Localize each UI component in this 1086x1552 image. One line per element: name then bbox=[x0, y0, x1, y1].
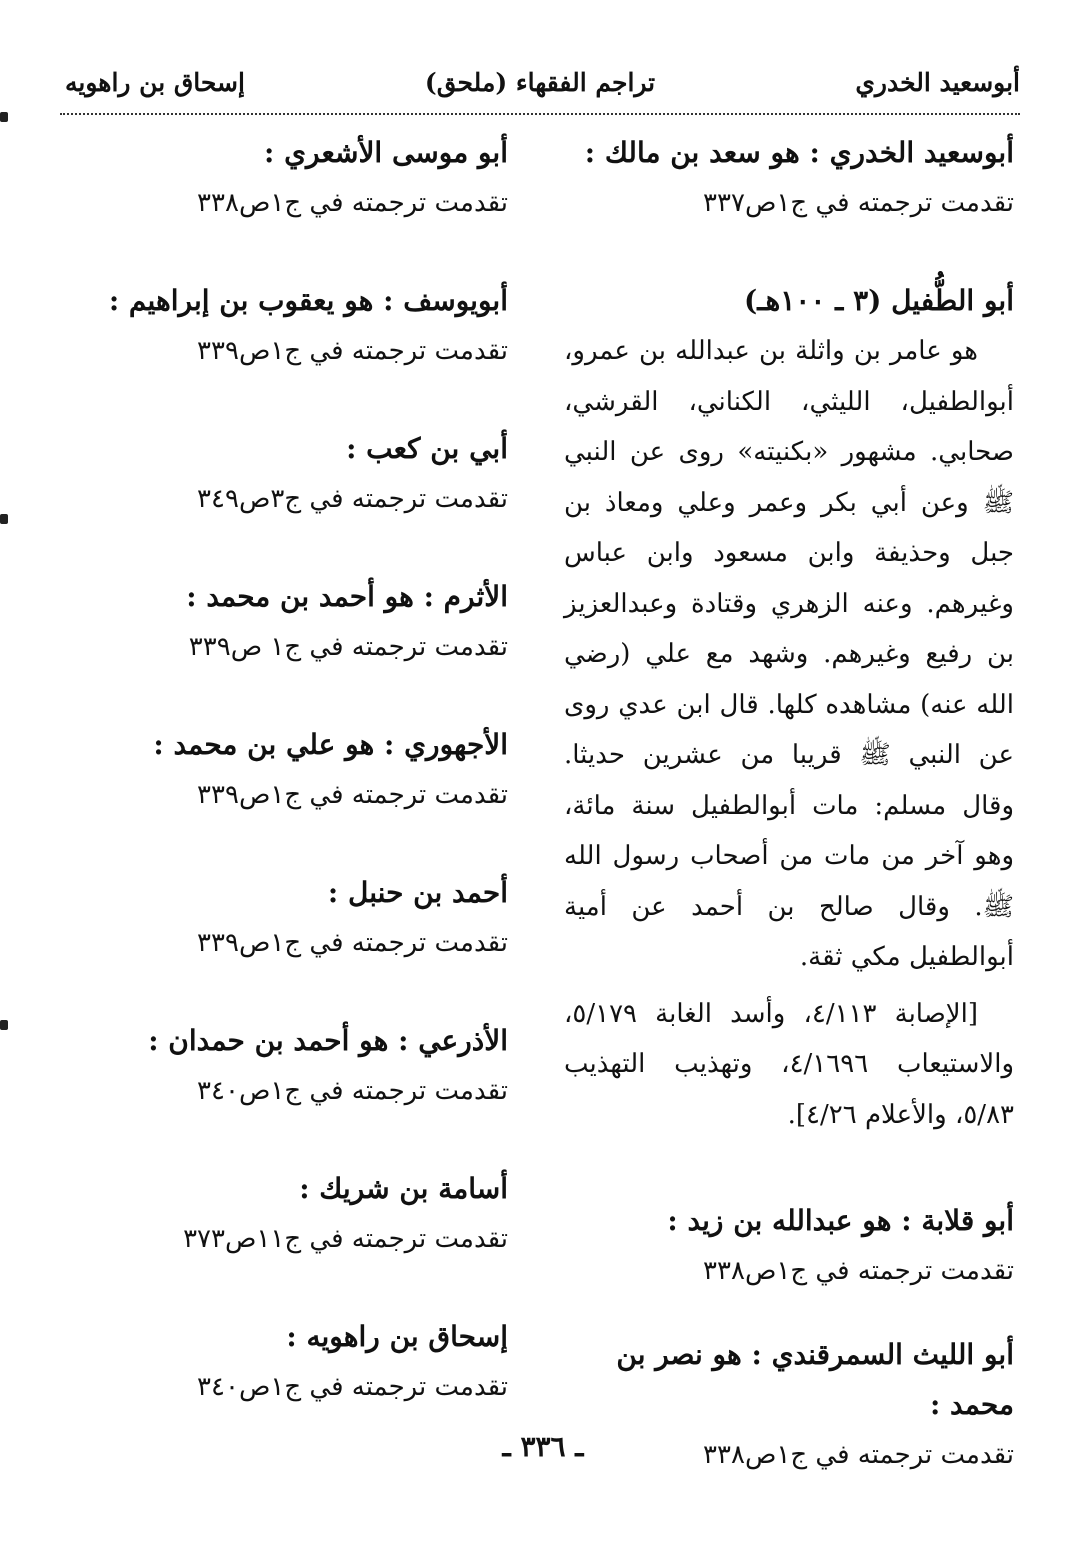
entry-reference: تقدمت ترجمته في ج١ص٣٣٨ bbox=[703, 1256, 1014, 1286]
entry-title: أحمد بن حنبل : bbox=[327, 876, 508, 909]
entry-reference: تقدمت ترجمته في ج١ص٣٣٧ bbox=[703, 188, 1014, 218]
entry-reference: تقدمت ترجمته في ج١١ص٣٧٣ bbox=[183, 1224, 508, 1254]
entry-title: الأثرم : هو أحمد بن محمد : bbox=[186, 580, 508, 613]
entry-reference: تقدمت ترجمته في ج١ ص٣٣٩ bbox=[188, 632, 508, 662]
entry-title: أبي بن كعب : bbox=[346, 432, 508, 465]
header-divider bbox=[60, 113, 1020, 115]
entry-reference: تقدمت ترجمته في ج١ص٣٣٨ bbox=[703, 1440, 1014, 1470]
entry-reference: تقدمت ترجمته في ج١ص٣٣٨ bbox=[197, 188, 508, 218]
entry-title: الأجهوري : هو علي بن محمد : bbox=[153, 728, 508, 761]
entry-reference: تقدمت ترجمته في ج١ص٣٤٠ bbox=[197, 1372, 508, 1402]
entry-reference: تقدمت ترجمته في ج٣ص٣٤٩ bbox=[197, 484, 508, 514]
biography-paragraph: هو عامر بن واثلة بن عبدالله بن عمرو، أبوالطفيل، الليثي، الكناني، القرشي، صحابي. مشهور «بكنيته» روى عن النبي ﷺ وعن أبي بكر وعمر وعلي ومعاذ بن جبل وحذيفة وابن مسعود وابن عباس وغيرهم. وعنه الزهري وقتادة وعبدالعزيز بن رفيع وغيرهم. وشهد مع علي (رضي الله عنه) مشاهده كلها. قال ابن عدي روى عن النبي ﷺ قريبا من عشرين حديثا. وقال مسلم: مات أبوالطفيل سنة مائة، وهو آخر من مات من أصحاب رسول الله ﷺ. وقال صالح بن أحمد عن أمية أبوالطفيل مكي ثقة. bbox=[564, 336, 1014, 972]
entry bbox=[68, 720, 508, 868]
header-center-title: (ملحق) تراجم الفقهاء bbox=[424, 68, 656, 97]
right-column bbox=[564, 128, 1014, 1480]
entry-abu-tufail bbox=[564, 276, 1014, 1140]
entry-reference: تقدمت ترجمته في ج١ص٣٣٩ bbox=[197, 780, 508, 810]
entry-title: إسحاق بن راهويه : bbox=[286, 1320, 508, 1353]
entry-title: الأذرعي : هو أحمد بن حمدان : bbox=[148, 1024, 508, 1057]
running-header bbox=[60, 62, 1020, 110]
entry bbox=[68, 572, 508, 720]
header-left-title: إسحاق بن راهويه bbox=[65, 68, 245, 97]
entry-title: أبو قلابة : هو عبدالله بن زيد : bbox=[667, 1204, 1014, 1237]
entry-title: أبوسعيد الخدري : هو سعد بن مالك : bbox=[584, 136, 1014, 169]
margin-mark bbox=[0, 1020, 8, 1030]
entry-title: أسامة بن شريك : bbox=[299, 1172, 508, 1205]
entry-title: أبو الطُّفيل (٣ ـ ١٠٠هـ) bbox=[744, 284, 1014, 317]
sources-citation: [الإصابة ٤/١١٣، وأسد الغابة ٥/١٧٩، والاستيعاب ٤/١٦٩٦، وتهذيب التهذيب ٥/٨٣، والأعلام ٤/٢٦]. bbox=[564, 998, 1014, 1130]
entry bbox=[68, 424, 508, 572]
entry-title: أبو موسى الأشعري : bbox=[264, 136, 508, 169]
entry-reference: تقدمت ترجمته في ج١ص٣٣٩ bbox=[197, 928, 508, 958]
margin-mark bbox=[0, 112, 8, 122]
entry-title: أبو الليث السمرقندي : هو نصر بن محمد : bbox=[616, 1338, 1014, 1421]
left-column bbox=[68, 128, 508, 1460]
entry bbox=[68, 1016, 508, 1164]
entry bbox=[68, 128, 508, 276]
entry-abu-said bbox=[564, 128, 1014, 228]
margin-mark bbox=[0, 514, 8, 524]
biography-text bbox=[564, 326, 1014, 1140]
entry-reference: تقدمت ترجمته في ج١ص٣٣٩ bbox=[197, 336, 508, 366]
entry-title: أبويوسف : هو يعقوب بن إبراهيم : bbox=[108, 284, 508, 317]
entry bbox=[68, 868, 508, 1016]
page-number: ـ ٣٣٦ ـ bbox=[502, 1430, 584, 1463]
entry-reference: تقدمت ترجمته في ج١ص٣٤٠ bbox=[197, 1076, 508, 1106]
entry bbox=[68, 276, 508, 424]
entry bbox=[68, 1164, 508, 1312]
entry-abu-qilaba bbox=[564, 1196, 1014, 1296]
header-right-title: أبوسعيد الخدري bbox=[855, 68, 1020, 97]
